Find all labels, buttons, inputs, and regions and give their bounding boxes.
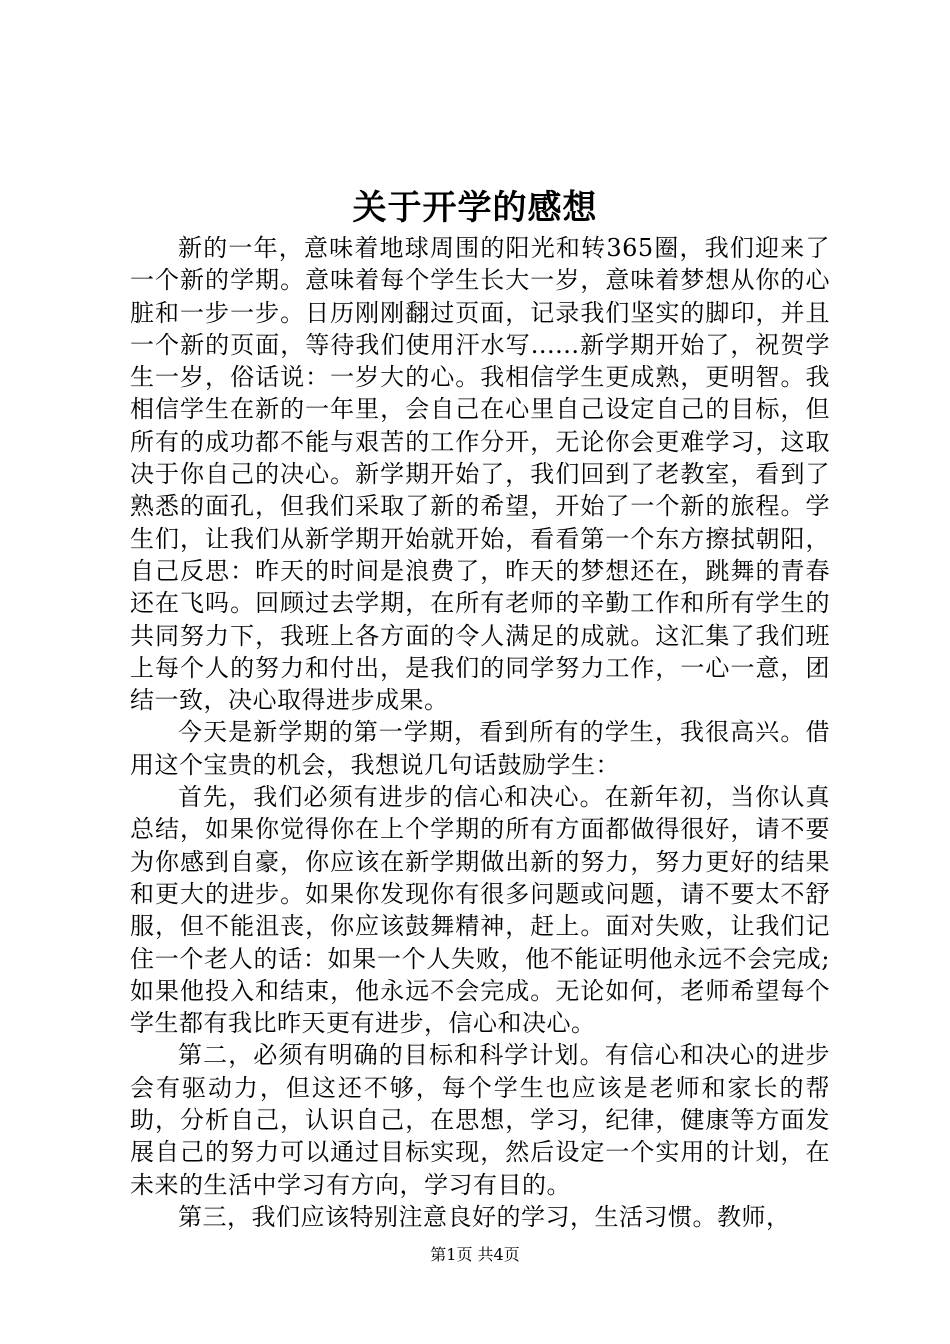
page-number-footer: 第1页 共4页 [430, 1245, 520, 1264]
paragraph: 今天是新学期的第一学期，看到所有的学生，我很高兴。借用这个宝贵的机会，我想说几句话鼓励学生： [130, 718, 830, 779]
paragraph: 第二，必须有明确的目标和科学计划。有信心和决心的进步会有驱动力，但这还不够，每个学生也应该是老师和家长的帮助，分析自己，认识自己，在思想，学习，纪律，健康等方面发展自己的努力可以通过目标实现，然后设定一个实用的计划，在未来的生活中学习有方向，学习有目的。 [130, 1041, 830, 1199]
paragraph: 首先，我们必须有进步的信心和决心。在新年初，当你认真总结，如果你觉得你在上个学期的所有方面都做得很好，请不要为你感到自豪，你应该在新学期做出新的努力，努力更好的结果和更大的进步。如果你发现你有很多问题或问题，请不要太不舒服，但不能沮丧，你应该鼓舞精神，赶上。面对失败，让我们记住一个老人的话：如果一个人失败，他不能证明他永远不会完成;如果他投入和结束，他永远不会完成。无论如何，老师希望每个学生都有我比昨天更有进步，信心和决心。 [130, 783, 830, 1038]
document-title: 关于开学的感想 [352, 188, 598, 228]
document-body [130, 232, 830, 1233]
paragraph: 第三，我们应该特别注意良好的学习，生活习惯。教师， [178, 1202, 791, 1231]
paragraph: 新的一年，意味着地球周围的阳光和转365圈，我们迎来了一个新的学期。意味着每个学生长大一岁，意味着梦想从你的心脏和一步一步。日历刚刚翻过页面，记录我们坚实的脚印，并且一个新的页面，等待我们使用汗水写......新学期开始了，祝贺学生一岁，俗话说：一岁大的心。我相信学生更成熟，更明智。我相信学生在新的一年里，会自己在心里自己设定自己的目标，但所有的成功都不能与艰苦的工作分开，无论你会更难学习，这取决于你自己的决心。新学期开始了，我们回到了老教室，看到了熟悉的面孔，但我们采取了新的希望，开始了一个新的旅程。学生们，让我们从新学期开始就开始，看看第一个东方擦拭朝阳，自己反思：昨天的时间是浪费了，昨天的梦想还在，跳舞的青春还在飞吗。回顾过去学期，在所有老师的辛勤工作和所有学生的共同努力下，我班上各方面的令人满足的成就。这汇集了我们班上每个人的努力和付出，是我们的同学努力工作，一心一意，团结一致，决心取得进步成果。 [130, 234, 830, 715]
